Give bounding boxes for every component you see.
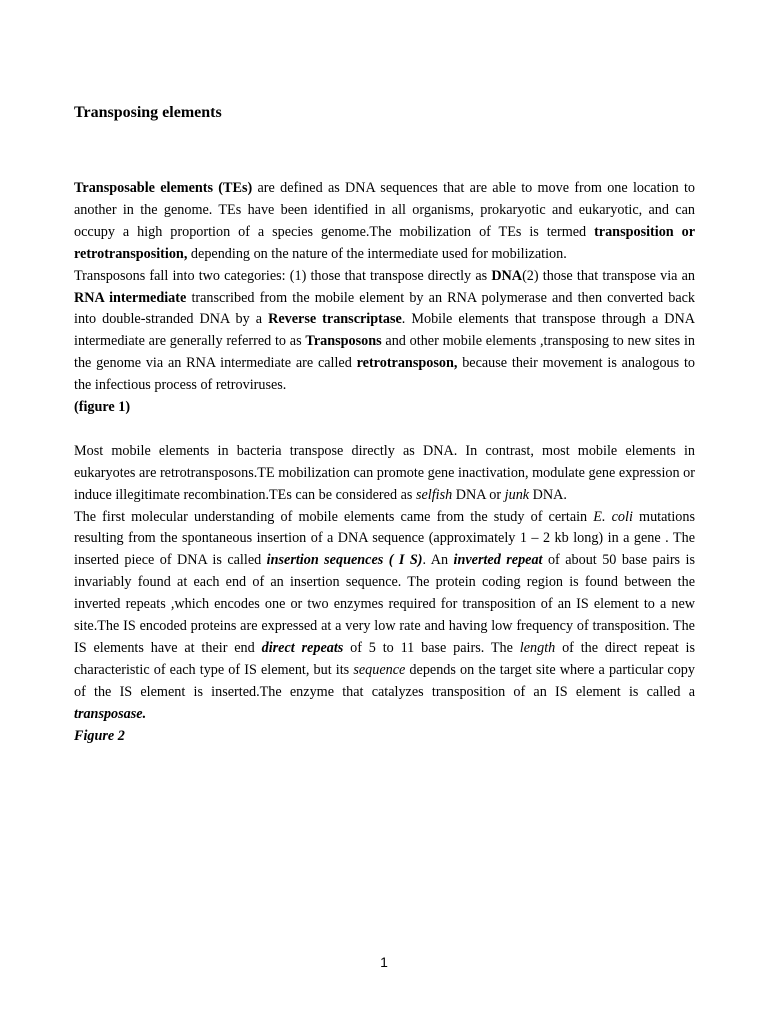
paragraph-spacer	[74, 419, 695, 441]
term-inverted-repeat: inverted repeat	[453, 552, 543, 569]
figure-1-label	[74, 397, 695, 419]
text-span: DNA.	[529, 486, 567, 503]
term-reverse-transcriptase: Reverse transcriptase	[268, 311, 402, 328]
page-number: 1	[380, 954, 388, 970]
text-span: depends on the target site where a particular copy of the IS element is inserted.The enzyme that catalyzes transposition of an IS element is called a	[74, 661, 695, 700]
text-span: (2) those that transpose via an	[522, 267, 695, 284]
term-sequence: sequence	[353, 661, 406, 678]
term-insertion-sequences: insertion sequences ( I S)	[266, 552, 423, 569]
text-span: mutations resulting from the spontaneous insertion of a DNA sequence (approximately 1 – 2 kb long) in a gene . The inserted piece of DNA is called	[74, 508, 695, 569]
text-span: and other mobile elements ,transposing to new sites in the genome via an RNA intermediate are called	[74, 333, 695, 372]
paragraph-te-definition	[74, 178, 695, 266]
term-e-coli: E. coli	[593, 508, 633, 525]
paragraph-transposon-categories	[74, 266, 695, 397]
figure-2-label-text: Figure 2	[74, 727, 125, 744]
paragraph-bacteria-eukaryotes	[74, 441, 695, 507]
term-transposition: transposition or retrotransposition,	[74, 223, 696, 262]
text-span: Most mobile elements in bacteria transpose directly as DNA. In contrast, most mobile elements in eukaryotes are retrotransposons.TE mobilization can promote gene inactivation, modulate gene expression or induce illegitimate recombination.TEs can be considered as	[74, 442, 695, 503]
term-retrotransposon: retrotransposon,	[356, 355, 458, 372]
text-span: transcribed from the mobile element by an RNA polymerase and then converted back into double-stranded DNA by a	[74, 289, 696, 328]
text-span: The first molecular understanding of mobile elements came from the study of certain	[74, 508, 594, 525]
term-selfish: selfish	[415, 486, 453, 503]
term-dna: DNA	[491, 267, 523, 284]
text-span: Transposons fall into two categories: (1) those that transpose directly as	[74, 267, 492, 284]
term-length: length	[519, 640, 556, 657]
figure-1-label-text: (figure 1)	[74, 399, 131, 416]
text-span: of the direct repeat is characteristic of each type of IS element, but its	[74, 640, 695, 678]
text-span: because their movement is analogous to the infectious process of retroviruses.	[74, 355, 695, 394]
term-transposons: Transposons	[305, 333, 382, 350]
figure-2-label	[74, 726, 695, 748]
text-span: DNA or	[452, 486, 505, 503]
term-transposase: transposase.	[74, 705, 147, 722]
term-rna-intermediate: RNA intermediate	[74, 289, 187, 306]
body-text	[74, 178, 695, 748]
page-title: Transposing elements	[74, 104, 222, 121]
text-span: depending on the nature of the intermediate used for mobilization.	[187, 245, 567, 262]
term-junk: junk	[504, 486, 530, 503]
text-span: are defined as DNA sequences that are able to move from one location to another in the genome. TEs have been identified in all organisms, prokaryotic and eukaryotic, and can occupy a high proportion of a species genome.The mobilization of TEs is termed	[74, 180, 696, 240]
text-span: of 5 to 11 base pairs. The	[343, 640, 520, 657]
text-span: . An	[422, 552, 454, 569]
term-direct-repeats: direct repeats	[261, 640, 344, 657]
term-transposable-elements: Transposable elements (TEs)	[74, 180, 253, 196]
text-span: . Mobile elements that transpose through a DNA intermediate are generally referred to as	[74, 311, 696, 350]
text-span: of about 50 base pairs is invariably found at each end of an insertion sequence. The protein coding region is found between the inverted repeats ,which encodes one or two enzymes required for transposition of an IS element to a new site.The IS encoded proteins are expressed at a very low rate and having low frequency of transposition. The IS elements have at their end	[74, 552, 695, 657]
paragraph-insertion-sequences	[74, 507, 695, 726]
